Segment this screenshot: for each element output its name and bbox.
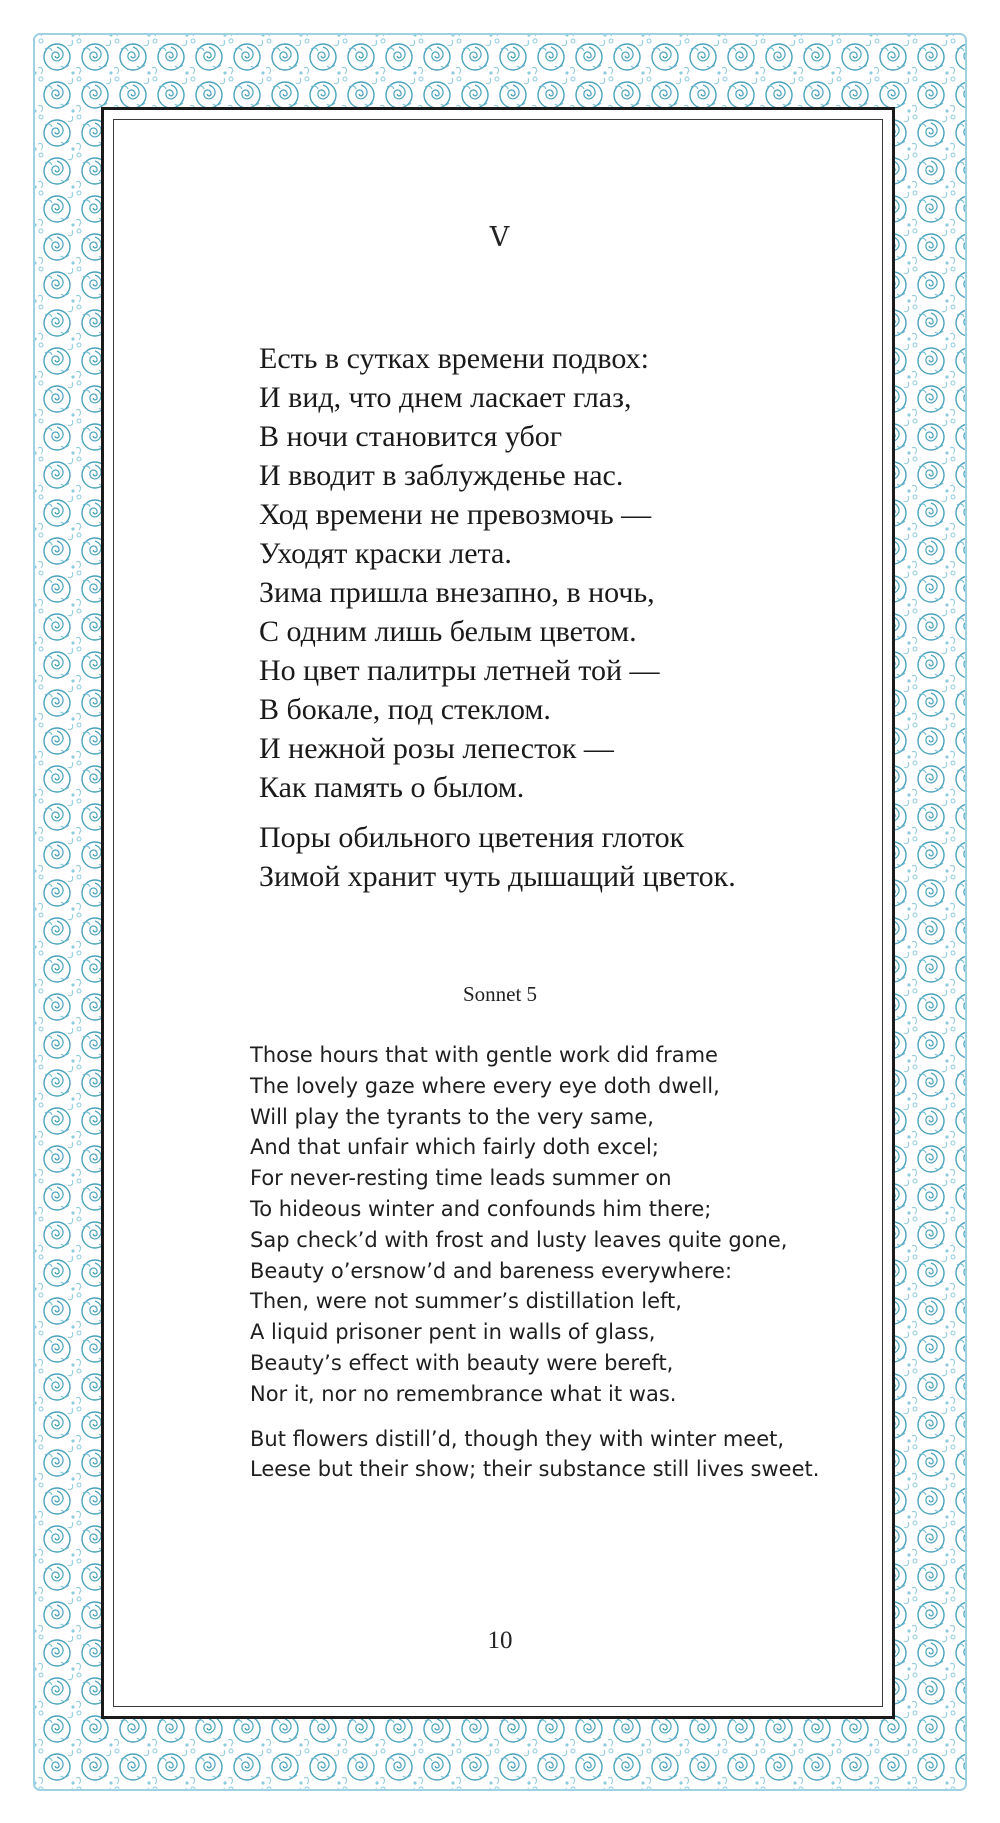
poem-line: Зимой хранит чуть дышащий цветок.	[259, 860, 736, 893]
english-poem	[250, 1040, 900, 1485]
chapter-numeral: V	[489, 222, 511, 253]
poem-line: And that unfair which fairly doth excel;	[250, 1135, 659, 1160]
poem-line: Will play the tyrants to the very same,	[250, 1104, 654, 1129]
poem-line: For never-resting time leads summer on	[250, 1166, 672, 1191]
english-stanza	[250, 1040, 900, 1410]
poem-line: Nor it, nor no remembrance what it was.	[250, 1381, 677, 1406]
poem-line: Those hours that with gentle work did frame	[250, 1043, 718, 1067]
russian-couplet	[259, 818, 899, 896]
poem-line: И нежной розы лепесток —	[259, 732, 614, 765]
poem-line: С одним лишь белым цветом.	[259, 615, 637, 648]
poem-line: But flowers distill’d, though they with winter meet,	[250, 1426, 785, 1451]
poem-line: Но цвет палитры летней той —	[259, 654, 660, 687]
poem-line: Sap check’d with frost and lusty leaves quite gone,	[250, 1227, 788, 1252]
sonnet-title: Sonnet 5	[462, 982, 538, 1006]
poem-line: В ночи становится убог	[259, 420, 563, 453]
poem-line: И вид, что днем ласкает глаз,	[259, 381, 632, 414]
poem-line: В бокале, под стеклом.	[259, 693, 551, 726]
poem-line: И вводит в заблужденье нас.	[259, 459, 624, 492]
russian-poem	[259, 339, 899, 896]
poem-line: Then, were not summer’s distillation left,	[250, 1289, 682, 1314]
poem-line: To hideous winter and confounds him there;	[250, 1196, 712, 1221]
poem-line: Beauty o’ersnow’d and bareness everywhere:	[250, 1258, 733, 1283]
poem-line: Как память о былом.	[259, 771, 525, 804]
page-number: 10	[487, 1627, 513, 1654]
poem-line: Leese but their show; their substance still lives sweet.	[250, 1457, 820, 1482]
poem-line: A liquid prisoner pent in walls of glass,	[250, 1320, 656, 1345]
english-couplet	[250, 1424, 900, 1486]
poem-line: Зима пришла внезапно, в ночь,	[259, 576, 655, 609]
poem-line: The lovely gaze where every eye doth dwell,	[250, 1073, 720, 1098]
poem-line: Уходят краски лета.	[259, 537, 512, 570]
poem-line: Beauty’s effect with beauty were bereft,	[250, 1350, 674, 1375]
poem-line: Есть в сутках времени подвох:	[259, 342, 649, 375]
poem-line: Поры обильного цветения глоток	[259, 821, 685, 854]
russian-stanza	[259, 339, 899, 807]
poem-line: Ход времени не превозмочь —	[259, 498, 652, 531]
